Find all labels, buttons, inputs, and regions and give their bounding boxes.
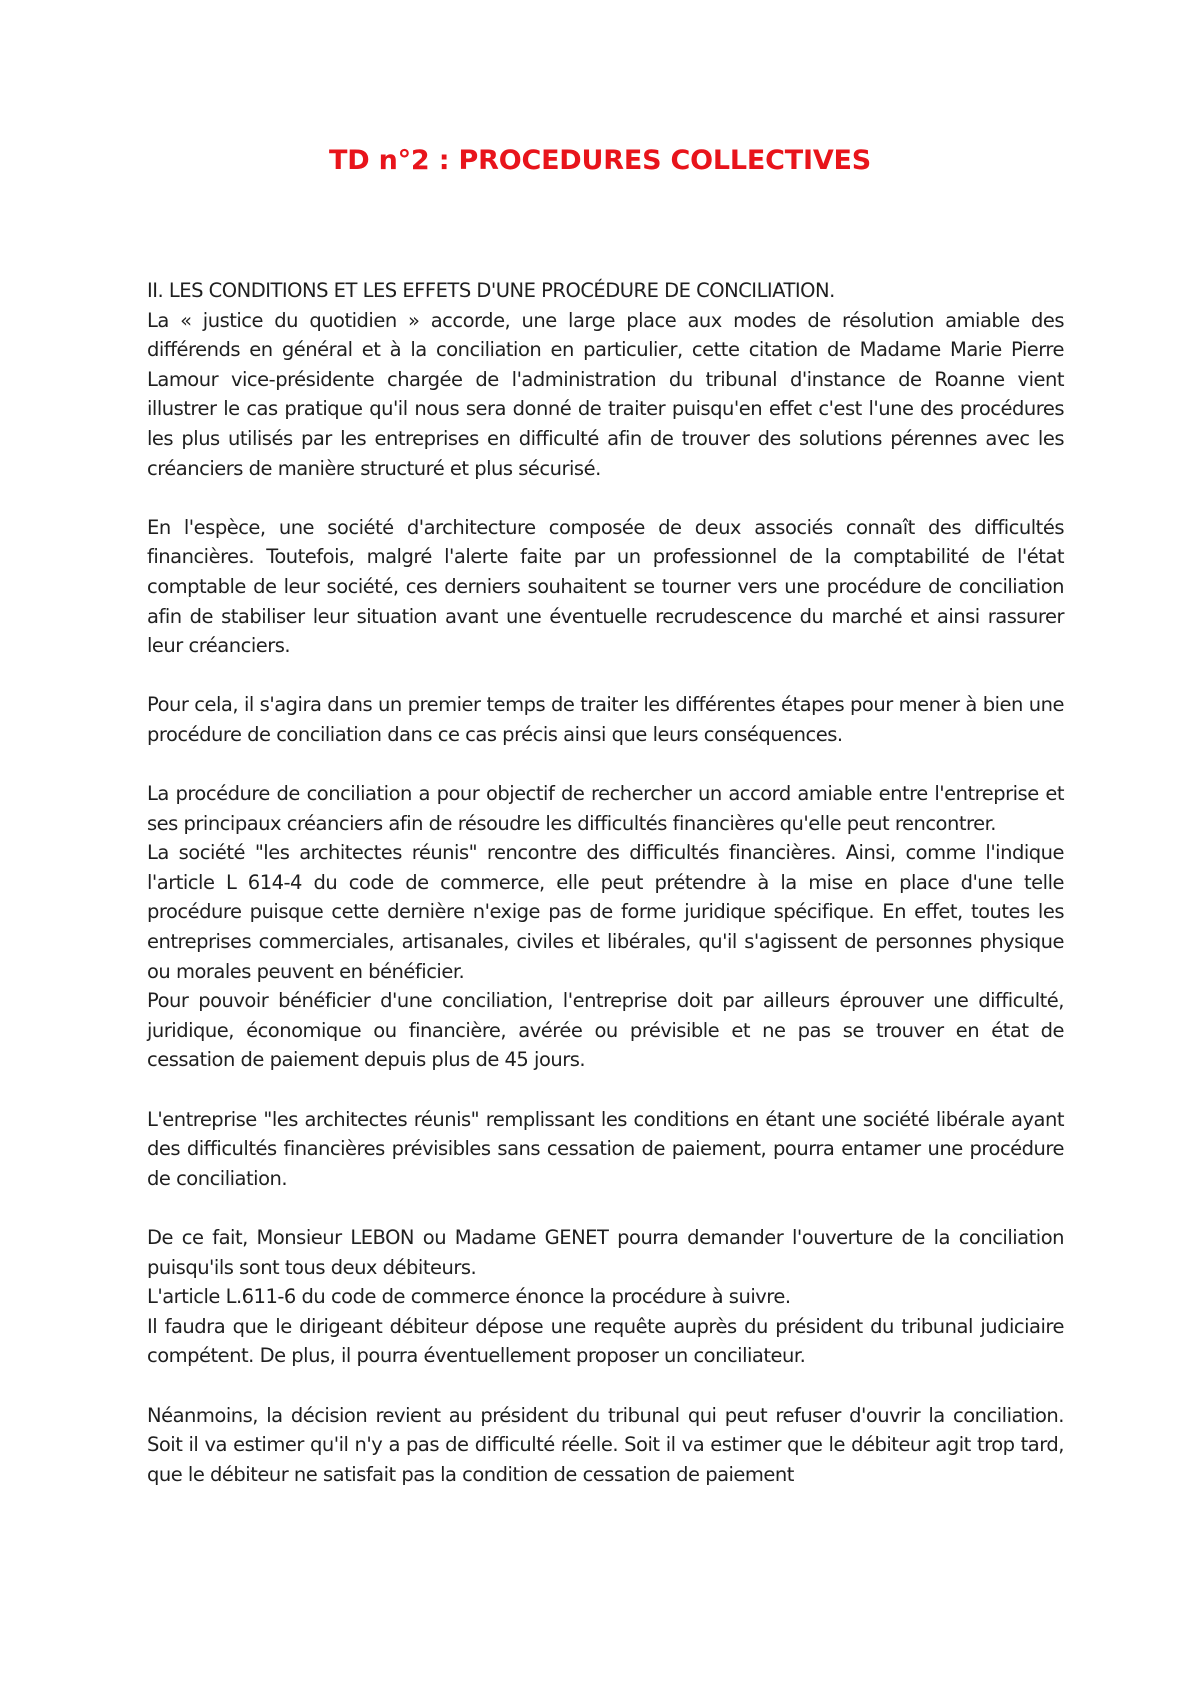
document-title: TD n°2 : PROCEDURES COLLECTIVES (328, 145, 872, 176)
paragraph-plan: Pour cela, il s'agira dans un premier temps de traiter les différentes étapes pour mener à bien une procédure de conciliation dans ce cas précis ainsi que leurs conséquences. (147, 693, 1064, 746)
paragraph-eligibility: La société "les architectes réunis" rencontre des difficultés financières. Ainsi, comme l'indique l'article L 614-4 du code de commerce, elle peut prétendre à la mise en place d'une telle procédure puisque cette dernière n'exige pas de forme juridique spécifique. En effet, toutes les entreprises commerciales, artisanales, civiles et libérales, qu'il s'agissent de personnes physique ou morales peuvent en bénéficier. (147, 841, 1064, 983)
paragraph-decision: Néanmoins, la décision revient au président du tribunal qui peut refuser d'ouvrir la conciliation. Soit il va estimer qu'il n'y a pas de difficulté réelle. Soit il va estimer que le débiteur agit trop tard, que le débiteur ne satisfait pas la condition de cessation de paiement (147, 1403, 1064, 1486)
paragraph-debtors: De ce fait, Monsieur LEBON ou Madame GENET pourra demander l'ouverture de la conciliation puisqu'ils sont tous deux débiteurs. (147, 1226, 1064, 1279)
paragraph-facts: En l'espèce, une société d'architecture composée de deux associés connaît des difficultés financières. Toutefois, malgré l'alerte faite par un professionnel de la comptabilité de l'état comptable de leur société, ces derniers souhaitent se tourner vers une procédure de conciliation afin de stabiliser leur situation avant une éventuelle recrudescence du marché et ainsi rassurer leur créanciers. (147, 515, 1064, 658)
document-body (147, 276, 1064, 1489)
paragraph-request: Il faudra que le dirigeant débiteur dépose une requête auprès du président du tribunal judiciaire compétent. De plus, il pourra éventuellement proposer un conciliateur. (147, 1314, 1064, 1368)
paragraph-application: L'entreprise "les architectes réunis" remplissant les conditions en étant une société libérale ayant des difficultés financières prévisibles sans cessation de paiement, pourra entamer une procédure de conciliation. (147, 1107, 1064, 1190)
section-heading: II. LES CONDITIONS ET LES EFFETS D'UNE PROCÉDURE DE CONCILIATION. (147, 279, 835, 302)
paragraph-article: L'article L.611-6 du code de commerce énonce la procédure à suivre. (147, 1285, 791, 1309)
paragraph-introduction: La « justice du quotidien » accorde, une large place aux modes de résolution amiable des différends en général et à la conciliation en particulier, cette citation de Madame Marie Pierre Lamour vice-présidente chargée de l'administration du tribunal d'instance de Roanne vient illustrer le cas pratique qu'il nous sera donné de traiter puisqu'en effet c'est l'une des procédures les plus utilisés par les entreprises en difficulté afin de trouver des solutions pérennes avec les créanciers de manière structuré et plus sécurisé. (147, 308, 1064, 480)
paragraph-conditions: Pour pouvoir bénéficier d'une conciliation, l'entreprise doit par ailleurs éprouver une difficulté, juridique, économique ou financière, avérée ou prévisible et ne pas se trouver en état de cessation de paiement depuis plus de 45 jours. (147, 989, 1064, 1072)
paragraph-objective: La procédure de conciliation a pour objectif de rechercher un accord amiable entre l'entreprise et ses principaux créanciers afin de résoudre les difficultés financières qu'elle peut rencontrer. (147, 782, 1064, 835)
